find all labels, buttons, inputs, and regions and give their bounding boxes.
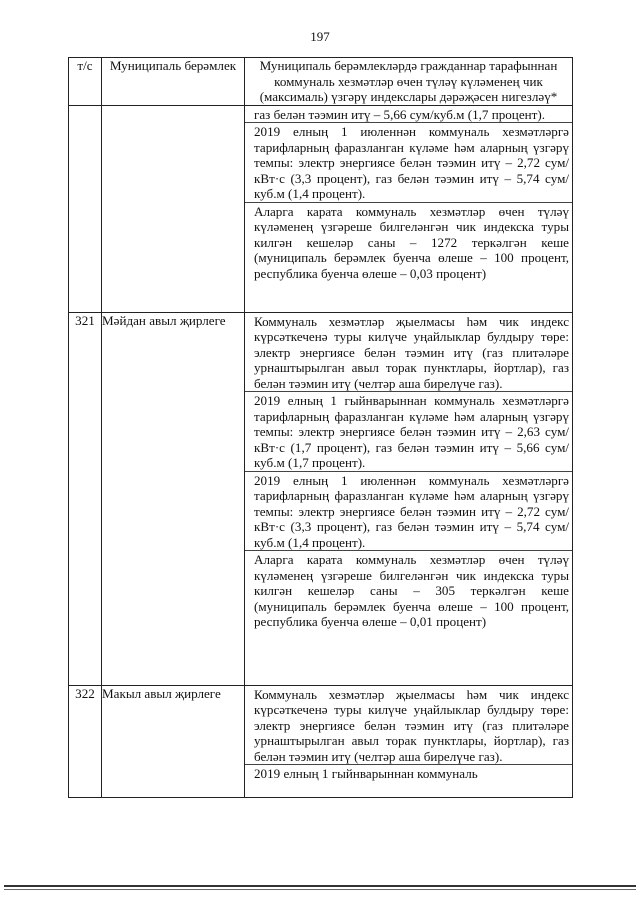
table-row (69, 685, 573, 797)
paragraph: 2019 елның 1 июленнән коммуналь хезмәтләргә тарифларның фаразланган күләме һәм аларның үзгәрү темпы: электр энергиясе белән тәэмин итү – 2,72 сум/кВт·с (3,3 процент), газ белән тәэмин итү – 5,74 сум/куб.м (1,4 процент). (245, 471, 572, 551)
page-bottom-rule (4, 889, 636, 890)
header-municipality: Муниципаль берәмлек (102, 58, 245, 106)
row-municipality: Мәйдан авыл җирлеге (102, 312, 245, 685)
row-municipality (102, 105, 245, 312)
page-bottom-rule (4, 885, 636, 887)
paragraph: 2019 елның 1 гыйнварыннан коммуналь хезмәтләргә тарифларның фаразланган күләме һәм аларның үзгәрү темпы: электр энергиясе белән тәэмин итү – 2,63 сум/кВт·с (1,7 процент), газ белән тәэмин итү – 5,66 сум/куб.м (1,7 процент). (245, 391, 572, 471)
row-number: 322 (69, 685, 102, 797)
document-table (68, 57, 573, 798)
row-text (245, 105, 573, 312)
row-number: 321 (69, 312, 102, 685)
table-row (69, 312, 573, 685)
row-text (245, 312, 573, 685)
table-header-row (69, 58, 573, 106)
row-text (245, 685, 573, 797)
paragraph: Аларга карата коммуналь хезмәтләр өчен түләү күләменең үзгәреше билгеләнгән чик индекска туры килгән кешеләр саны – 305 теркәлгән кеше (муниципаль берәмлек буенча өлеше – 100 процент, республика буенча өлеше – 0,01 процент) (245, 550, 572, 630)
header-number: т/с (69, 58, 102, 106)
paragraph: Коммуналь хезмәтләр җыелмасы һәм чик индекс күрсәткеченә туры килүче уңайлыклар булдыру төре: электр энергиясе белән тәэмин итү (газ плитәләре урнаштырылган авыл торак пунктлары, йортлар), газ белән тәэмин итү (челтәр аша бирелүче газ). (254, 313, 569, 391)
paragraph: Аларга карата коммуналь хезмәтләр өчен түләү күләменең үзгәреше билгеләнгән чик индекска туры килгән кешеләр саны – 1272 теркәлгән кеше (муниципаль берәмлек буенча өлеше – 100 процент, республика буенча өлеше – 0,03 процент) (245, 202, 572, 282)
paragraph: Коммуналь хезмәтләр җыелмасы һәм чик индекс күрсәткеченә туры килүче уңайлыклар булдыру төре: электр энергиясе белән тәэмин итү (газ плитәләре урнаштырылган авыл торак пунктлары, йортлар), газ белән тәэмин итү (челтәр аша бирелүче газ). (254, 686, 569, 764)
paragraph: газ белән тәэмин итү – 5,66 сум/куб.м (1,7 процент). (254, 106, 545, 122)
row-number (69, 105, 102, 312)
table-row (69, 105, 573, 312)
row-municipality: Макыл авыл җирлеге (102, 685, 245, 797)
paragraph: 2019 елның 1 гыйнварыннан коммуналь (245, 764, 572, 782)
header-justification: Муниципаль берәмлекләрдә гражданнар тарафыннан коммуналь хезмәтләр өчен түләү күләменең чик (максималь) үзгәрү индекслары дәрәҗәсен нигезләү* (245, 58, 573, 106)
paragraph: 2019 елның 1 июленнән коммуналь хезмәтләргә тарифларның фаразланган күләме һәм аларның үзгәрү темпы: электр энергиясе белән тәэмин итү – 2,72 сум/кВт·с (3,3 процент), газ белән тәэмин итү – 5,74 сум/куб.м (1,4 процент). (245, 122, 572, 202)
page-number: 197 (310, 29, 330, 44)
